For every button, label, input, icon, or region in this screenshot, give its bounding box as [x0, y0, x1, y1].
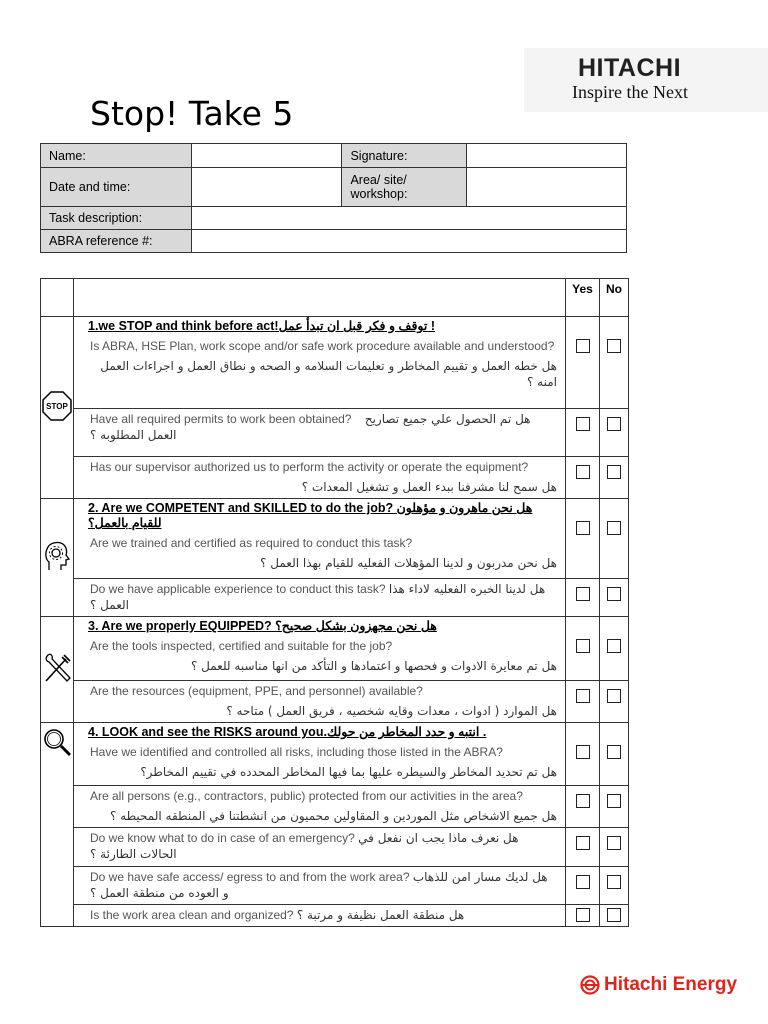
no-checkbox[interactable]	[607, 794, 621, 808]
section-2-title: 2. Are we COMPETENT and SKILLED to do the job? هل نحن ماهرون و مؤهلون للقيام بالعمل؟	[88, 501, 533, 530]
checklist-table	[40, 278, 629, 927]
no-checkbox[interactable]	[607, 908, 621, 922]
question-text: Are the resources (equipment, PPE, and personnel) available?	[90, 684, 423, 698]
abra-field[interactable]	[191, 230, 626, 253]
hitachi-energy-logo	[580, 974, 737, 996]
task-field[interactable]	[191, 207, 626, 230]
signature-field[interactable]	[467, 144, 627, 168]
hitachi-wordmark: HITACHI	[578, 54, 682, 82]
date-field[interactable]	[191, 168, 342, 207]
yes-checkbox[interactable]	[576, 339, 590, 353]
question-text: Are we trained and certified as required to conduct this task?	[90, 536, 413, 550]
no-checkbox[interactable]	[607, 465, 621, 479]
yes-checkbox[interactable]	[576, 417, 590, 431]
yes-checkbox[interactable]	[576, 836, 590, 850]
yes-checkbox[interactable]	[576, 639, 590, 653]
section-1-title: 1.we STOP and think before act!توقف و فكر قبل ان تبدأ عمل !	[88, 319, 436, 333]
question-text: Is the work area clean and organized? هل منطقة العمل نظيفة و مرتبة ؟	[90, 908, 465, 922]
section-3-title: 3. Are we properly EQUIPPED? هل نحن مجهزون بشكل صحيح؟	[88, 619, 437, 633]
header-blank	[41, 279, 74, 317]
question-text-arabic: هل الموارد ( ادوات ، معدات وقايه شخصيه ، فريق العمل ) متاحه ؟	[226, 704, 557, 718]
yes-checkbox[interactable]	[576, 908, 590, 922]
question-text: Have we identified and controlled all risks, including those listed in the ABRA?	[90, 745, 503, 759]
signature-label: Signature:	[342, 144, 467, 168]
no-checkbox[interactable]	[607, 836, 621, 850]
svg-text:STOP: STOP	[46, 402, 68, 411]
hitachi-tagline: Inspire the Next	[572, 82, 688, 102]
no-checkbox[interactable]	[607, 745, 621, 759]
question-text-arabic: هل نحن مدربون و لدينا المؤهلات الفعليه للقيام بهذا العمل ؟	[260, 556, 557, 570]
page-title: Stop! Take 5	[90, 94, 294, 133]
no-checkbox[interactable]	[607, 417, 621, 431]
no-checkbox[interactable]	[607, 521, 621, 535]
hitachi-energy-symbol-icon	[580, 975, 600, 995]
question-text-arabic: هل تم تحديد المخاطر والسيطره عليها بما فيها المخاطر المحدده في تقييم المخاطر؟	[140, 765, 557, 779]
question-text-arabic: هل جميع الاشخاص مثل الموردين و المقاولين محميون من انشطتنا في المنطقه المحيطه ؟	[109, 809, 557, 823]
abra-label: ABRA reference #:	[41, 230, 192, 253]
stop-sign-icon	[41, 317, 74, 499]
question-text: Have all required permits to work been obtained? هل تم الحصول علي جميع تصاريح العمل المطلوبه ؟	[90, 412, 531, 442]
no-checkbox[interactable]	[607, 875, 621, 889]
question-text: Are the tools inspected, certified and suitable for the job?	[90, 639, 393, 653]
footer-brand: Hitachi Energy	[604, 974, 738, 995]
yes-header: Yes	[566, 279, 600, 317]
name-label: Name:	[41, 144, 192, 168]
question-text-arabic: هل خطه العمل و تقييم المخاطر و تعليمات السلامه و الصحه و نطاق العمل و اجراءات العمل امنه ؟	[100, 359, 557, 389]
question-text-arabic: هل سمح لنا مشرفنا ببدء العمل و تشغيل المعدات ؟	[301, 480, 557, 494]
area-label: Area/ site/ workshop:	[342, 168, 467, 207]
yes-checkbox[interactable]	[576, 875, 590, 889]
yes-checkbox[interactable]	[576, 689, 590, 703]
info-table	[40, 143, 627, 253]
section-4-title: 4. LOOK and see the RISKS around you.انتبه و حدد المخاطر من حولك .	[88, 725, 487, 739]
question-text: Is ABRA, HSE Plan, work scope and/or safe work procedure available and understood?	[90, 339, 555, 353]
question-text-arabic: هل تم معايرة الادوات و فحصها و اعتمادها و التأكد من انها مناسبه للعمل ؟	[190, 659, 557, 673]
tools-icon	[41, 617, 74, 723]
magnifier-icon	[41, 723, 74, 927]
date-label: Date and time:	[41, 168, 192, 207]
no-checkbox[interactable]	[607, 639, 621, 653]
no-checkbox[interactable]	[607, 689, 621, 703]
name-field[interactable]	[191, 144, 342, 168]
question-text: Are all persons (e.g., contractors, public) protected from our activities in the area?	[90, 789, 523, 803]
question-text: Do we have applicable experience to conduct this task? هل لدينا الخبره الفعليه لاداء هذا العمل ؟	[90, 582, 546, 612]
yes-checkbox[interactable]	[576, 465, 590, 479]
no-checkbox[interactable]	[607, 587, 621, 601]
task-label: Task description:	[41, 207, 192, 230]
header-blank	[74, 279, 566, 317]
yes-checkbox[interactable]	[576, 587, 590, 601]
head-gear-icon	[41, 499, 74, 617]
question-text: Do we have safe access/ egress to and from the work area? هل لديك مسار امن للذهاب و العوده من منطقة العمل ؟	[90, 870, 548, 900]
no-checkbox[interactable]	[607, 339, 621, 353]
no-header: No	[600, 279, 629, 317]
question-text: Do we know what to do in case of an emergency? هل نعرف ماذا يجب ان نفعل في الحالات الطارئة ؟	[90, 831, 519, 861]
question-text: Has our supervisor authorized us to perform the activity or operate the equipment?	[90, 460, 529, 474]
area-field[interactable]	[467, 168, 627, 207]
yes-checkbox[interactable]	[576, 794, 590, 808]
yes-checkbox[interactable]	[576, 521, 590, 535]
yes-checkbox[interactable]	[576, 745, 590, 759]
